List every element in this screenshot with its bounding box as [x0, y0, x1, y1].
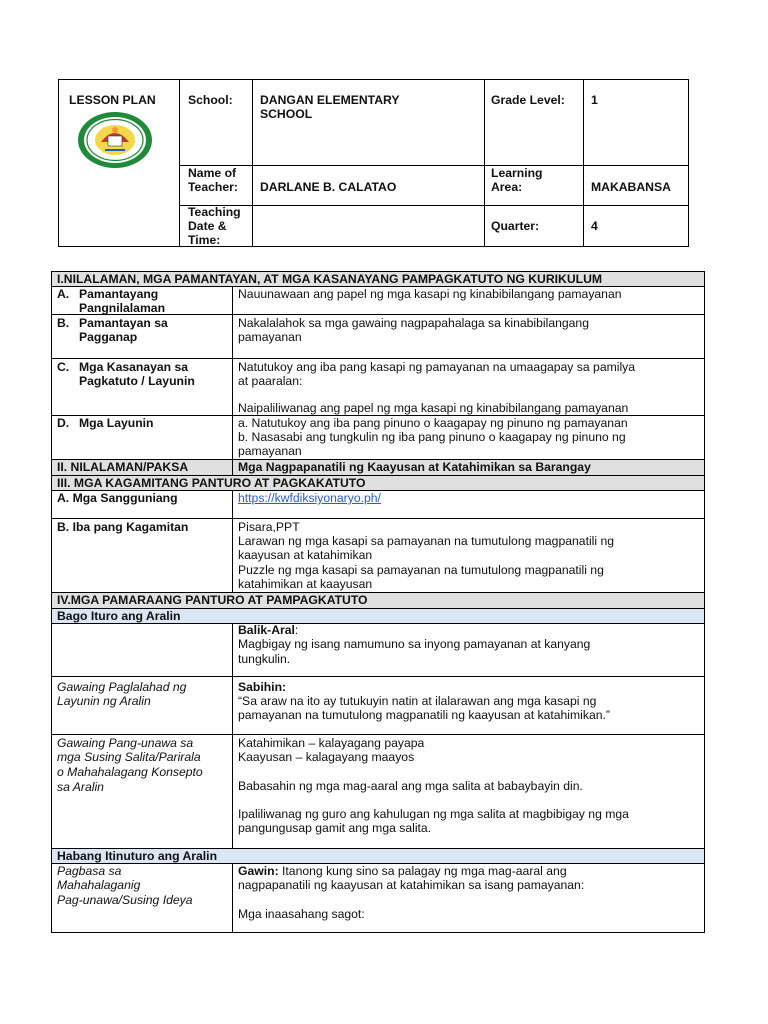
school-value-line2: SCHOOL — [260, 107, 313, 121]
expected-answers-label: Mga inaasahang sagot: — [238, 907, 365, 921]
sabihin-heading: Sabihin: — [238, 680, 287, 694]
learning-area-label-line1: Learning — [491, 166, 543, 180]
bago-heading: Bago Ituro ang Aralin — [57, 609, 181, 623]
row-c-value-line3: Naipaliliwanag ang papel ng mga kasapi ng kinabibilangang pamayanan — [238, 401, 629, 415]
gawin-line2: nagpapanatili ng kaayusan at katahimikan sa isang pamayanan: — [238, 878, 585, 892]
gp-label-line2: Layunin ng Aralin — [57, 694, 151, 708]
school-value-line1: DANGAN ELEMENTARY — [260, 93, 400, 107]
school-seal-logo — [75, 110, 155, 170]
teacher-label-line1: Name of — [188, 166, 237, 180]
teacher-value: DARLANE B. CALATAO — [260, 180, 397, 194]
row-d-value-line2: b. Nasasabi ang tungkulin ng iba pang pinuno o kaagapay ng pinuno ng — [238, 430, 626, 444]
pag-label-line1: Pagbasa sa — [57, 864, 122, 878]
row-c-value-line1: Natutukoy ang iba pang kasapi ng pamayanan na umaagapay sa pamilya — [238, 360, 636, 374]
gpu-label-line2: mga Susing Salita/Parirala — [57, 750, 201, 764]
pag-label-line3: Pag-unawa/Susing Ideya — [57, 893, 193, 907]
lesson-plan-title: LESSON PLAN — [69, 93, 156, 107]
gpu-line3: Babasahin ng mga mag-aaral ang mga salita at babaybayin din. — [238, 779, 583, 793]
gpu-label-line1: Gawaing Pang-unawa sa — [57, 736, 194, 750]
learning-area-label-line2: Area: — [491, 180, 523, 194]
teaching-date-label-line3: Time: — [188, 233, 221, 247]
row-a-letter: A. — [57, 287, 70, 301]
learning-area-value: MAKABANSA — [591, 180, 671, 194]
pag-label-line2: Mahahalaganig — [57, 878, 141, 892]
gpu-line5: pangungusap gamit ang mga salita. — [238, 821, 432, 835]
teaching-date-label-line1: Teaching — [188, 205, 241, 219]
row-b-label-line1: Pamantayan sa — [79, 316, 168, 330]
section-2-label: II. NILALAMAN/PAKSA — [57, 460, 189, 474]
row-c-label-line1: Mga Kasanayan sa — [79, 360, 189, 374]
row-b-value-line1: Nakalalahok sa mga gawaing nagpapahalaga sa kinabibilangang — [238, 316, 589, 330]
quarter-label: Quarter: — [491, 219, 540, 233]
row-c-value-line2: at paaralan: — [238, 374, 303, 388]
references-label: A. Mga Sangguniang — [57, 491, 178, 505]
row-d-label: Mga Layunin — [79, 416, 154, 430]
other-materials-line5: katahimikan at kaayusan — [238, 577, 373, 591]
grade-level-label: Grade Level: — [491, 93, 565, 107]
teaching-date-label-line2: Date & — [188, 219, 227, 233]
balik-aral-heading: Balik-Aral: — [238, 623, 299, 637]
row-c-label-line2: Pagkatuto / Layunin — [79, 374, 195, 388]
grade-level-value: 1 — [591, 93, 598, 107]
gpu-line4: Ipaliliwanag ng guro ang kahulugan ng mga salita at magbibigay ng mga — [238, 807, 629, 821]
row-d-value-line3: pamayanan — [238, 444, 302, 458]
gp-label-line1: Gawaing Paglalahad ng — [57, 680, 187, 694]
row-a-label-line1: Pamantayang — [79, 287, 159, 301]
gpu-label-line3: o Mahahalagang Konsepto — [57, 765, 203, 779]
teacher-label-line2: Teacher: — [188, 180, 238, 194]
row-b-value-line2: pamayanan — [238, 330, 302, 344]
row-d-value-line1: a. Natutukoy ang iba pang pinuno o kaagapay ng pinuno ng pamayanan — [238, 416, 628, 430]
references-link[interactable]: https://kwfdiksiyonaryo.ph/ — [238, 491, 381, 505]
gawin-line1: Gawin: Itanong kung sino sa palagay ng mga mag-aaral ang — [238, 864, 567, 878]
row-b-letter: B. — [57, 316, 70, 330]
balik-aral-line2: tungkulin. — [238, 652, 291, 666]
other-materials-line2: Larawan ng mga kasapi sa pamayanan na tumutulong magpanatili ng — [238, 534, 615, 548]
other-materials-line3: kaayusan at katahimikan — [238, 548, 373, 562]
other-materials-line4: Puzzle ng mga kasapi sa pamayanan na tumutulong magpanatili ng — [238, 563, 604, 577]
sabihin-line2: pamayanan na tumutulong magpanatili ng kaayusan at katahimikan.” — [238, 708, 610, 722]
row-b-label-line2: Pagganap — [79, 330, 138, 344]
row-d-letter: D. — [57, 416, 70, 430]
section-4-heading: IV.MGA PAMARAANG PANTURO AT PAMPAGKATUTO — [57, 593, 368, 607]
section-3-heading: III. MGA KAGAMITANG PANTURO AT PAGKAKATUTO — [57, 476, 366, 490]
gpu-line1: Katahimikan – kalayagang payapa — [238, 736, 425, 750]
habang-heading: Habang Itinuturo ang Aralin — [57, 849, 218, 863]
gpu-line2: Kaayusan – kalagayang maayos — [238, 750, 415, 764]
quarter-value: 4 — [591, 219, 598, 233]
other-materials-line1: Pisara,PPT — [238, 520, 300, 534]
row-c-letter: C. — [57, 360, 70, 374]
sabihin-line1: “Sa araw na ito ay tutukuyin natin at ilalarawan ang mga kasapi ng — [238, 694, 597, 708]
school-label: School: — [188, 93, 233, 107]
section-1-heading: I.NILALAMAN, MGA PAMANTAYAN, AT MGA KASANAYANG PAMPAGKATUTO NG KURIKULUM — [57, 272, 603, 286]
row-a-label-line2: Pangnilalaman — [79, 301, 166, 315]
other-materials-label: B. Iba pang Kagamitan — [57, 520, 189, 534]
gpu-label-line4: sa Aralin — [57, 780, 104, 794]
section-2-topic: Mga Nagpapanatili ng Kaayusan at Katahimikan sa Barangay — [238, 460, 591, 474]
row-a-value: Nauunawaan ang papel ng mga kasapi ng kinabibilangang pamayanan — [238, 287, 622, 301]
balik-aral-line1: Magbigay ng isang namumuno sa inyong pamayanan at kanyang — [238, 637, 591, 651]
